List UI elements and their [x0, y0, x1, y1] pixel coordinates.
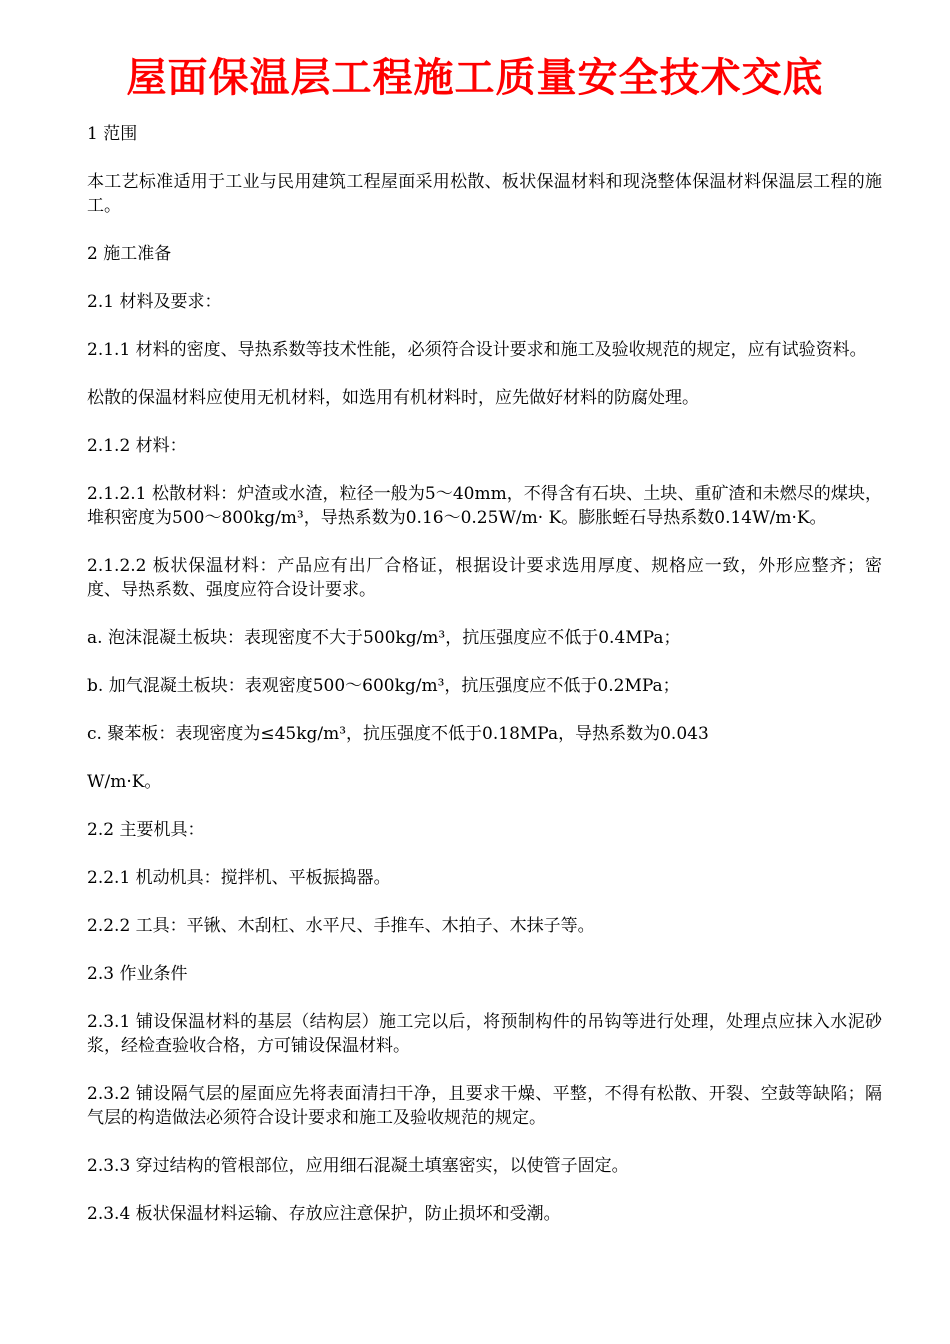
paragraph-2-3-3: 2.3.3 穿过结构的管根部位，应用细石混凝土填塞密实，以使管子固定。 — [87, 1156, 629, 1176]
list-item-c-continued: W/m·K。 — [87, 772, 162, 792]
document-title: 屋面保温层工程施工质量安全技术交底 — [126, 55, 824, 101]
list-item-b: b. 加气混凝土板块：表观密度500～600kg/m³，抗压强度应不低于0.2MPa； — [87, 676, 680, 696]
paragraph-2-3-4: 2.3.4 板状保温材料运输、存放应注意保护，防止损坏和受潮。 — [87, 1204, 561, 1224]
paragraph-2-1-2-1: 2.1.2.1 松散材料：炉渣或水渣，粒径一般为5～40mm，不得含有石块、土块、重矿渣和未燃尽的煤块，堆积密度为500～800kg/m³，导热系数为0.16～0.25W/m· K。膨胀蛭石导热系数0.14W/m·K。 — [87, 484, 882, 528]
paragraph-2-3-1: 2.3.1 铺设保温材料的基层（结构层）施工完以后，将预制构件的吊钩等进行处理，处理点应抹入水泥砂浆，经检查验收合格，方可铺设保温材料。 — [87, 1012, 882, 1056]
paragraph-2-2-1: 2.2.1 机动机具：搅拌机、平板振捣器。 — [87, 868, 391, 888]
subsection-heading-materials: 2.1 材料及要求： — [87, 292, 222, 312]
list-item-a: a. 泡沫混凝土板块：表现密度不大于500kg/m³，抗压强度应不低于0.4MPa； — [87, 628, 681, 648]
paragraph-loose-material-note: 松散的保温材料应使用无机材料，如选用有机材料时，应先做好材料的防腐处理。 — [87, 388, 699, 408]
paragraph-2-2-2: 2.2.2 工具：平锹、木刮杠、水平尺、手推车、木拍子、木抹子等。 — [87, 916, 595, 936]
section-heading-preparation: 2 施工准备 — [87, 244, 172, 264]
subsection-heading-2-1-2: 2.1.2 材料： — [87, 436, 187, 456]
subsection-heading-conditions: 2.3 作业条件 — [87, 964, 188, 984]
paragraph-2-1-1: 2.1.1 材料的密度、导热系数等技术性能，必须符合设计要求和施工及验收规范的规定，应有试验资料。 — [87, 340, 867, 360]
subsection-heading-tools: 2.2 主要机具： — [87, 820, 205, 840]
document-body — [87, 122, 882, 1250]
paragraph-2-3-2: 2.3.2 铺设隔气层的屋面应先将表面清扫干净，且要求干燥、平整，不得有松散、开裂、空鼓等缺陷；隔气层的构造做法必须符合设计要求和施工及验收规范的规定。 — [87, 1084, 882, 1128]
section-heading-scope: 1 范围 — [87, 124, 138, 144]
paragraph-scope-text: 本工艺标准适用于工业与民用建筑工程屋面采用松散、板状保温材料和现浇整体保温材料保温层工程的施工。 — [87, 172, 882, 216]
list-item-c: c. 聚苯板：表现密度为≤45kg/m³，抗压强度不低于0.18MPa，导热系数为0.043 — [87, 724, 709, 744]
paragraph-2-1-2-2: 2.1.2.2 板状保温材料：产品应有出厂合格证，根据设计要求选用厚度、规格应一致，外形应整齐；密度、导热系数、强度应符合设计要求。 — [87, 556, 882, 600]
